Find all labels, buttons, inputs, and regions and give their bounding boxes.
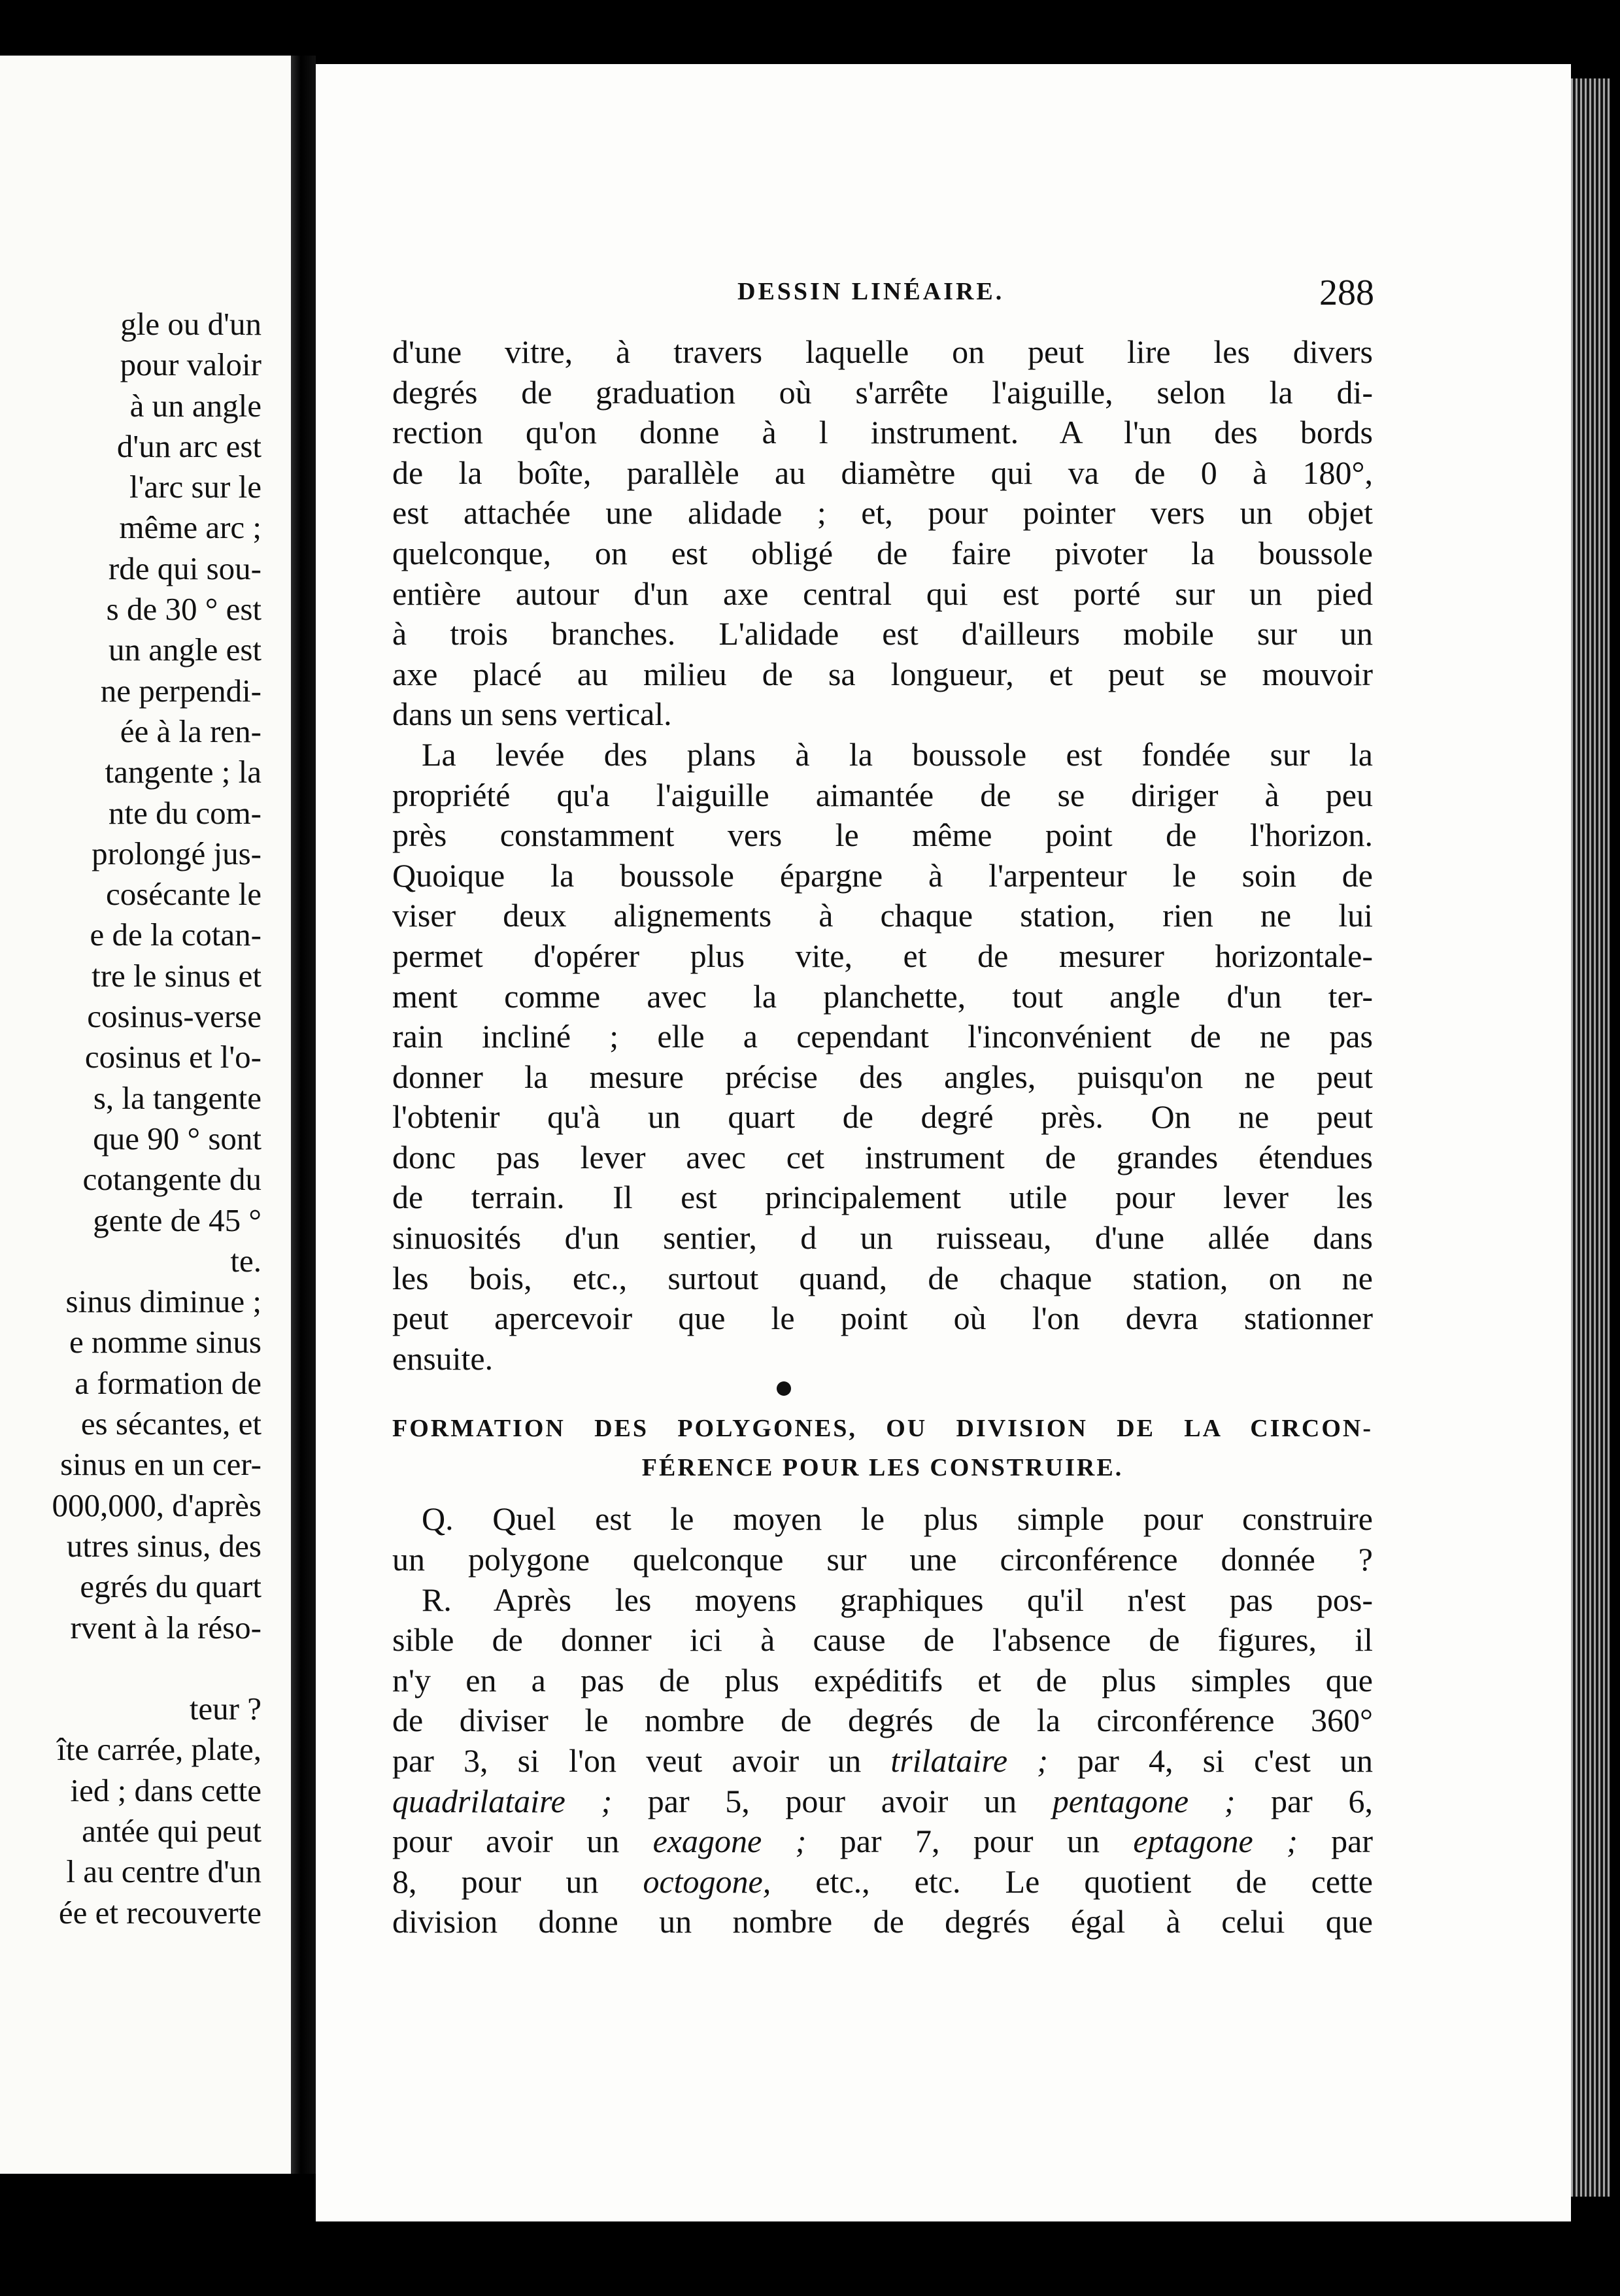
text-line: de la boîte, parallèle au diamètre qui va de 0 à 180°,	[392, 454, 1373, 491]
left-text-line: cotangente du	[82, 1161, 262, 1198]
paragraph-compass-survey	[392, 735, 1373, 1379]
text-run: par	[1297, 1823, 1373, 1860]
section-heading-line2: FÉRENCE POUR LES CONSTRUIRE.	[641, 1454, 1124, 1482]
left-text-line: 000,000, d'après	[52, 1487, 262, 1523]
text-line: est attachée une alidade ; et, pour pointer vers un objet	[392, 494, 1373, 532]
left-text-line: e de la cotan-	[90, 917, 262, 953]
text-line: l'obtenir qu'à un quart de degré près. On ne peut	[392, 1098, 1373, 1136]
text-line: La levée des plans à la boussole est fondée sur la	[422, 735, 1373, 773]
text-line	[392, 1862, 1373, 1902]
paragraph-compass-description	[392, 332, 1373, 735]
left-text-line: egrés du quart	[80, 1568, 262, 1605]
left-text-line: antée qui peut	[82, 1812, 262, 1849]
left-text-line: rde qui sou-	[108, 550, 262, 586]
text-line	[392, 1741, 1373, 1781]
left-text-line: sinus diminue ;	[65, 1283, 262, 1320]
left-text-line: a formation de	[75, 1364, 262, 1401]
left-page-text	[0, 304, 262, 1933]
text-line: de diviser le nombre de degrés de la circonférence 360°	[392, 1702, 1373, 1739]
text-line	[392, 1821, 1373, 1862]
left-text-line: tangente ; la	[105, 754, 262, 790]
text-line: de terrain. Il est principalement utile pour lever les	[392, 1179, 1373, 1216]
text-line: quelconque, on est obligé de faire pivoter la boussole	[392, 534, 1373, 571]
text-line: axe placé au milieu de sa longueur, et peut se mouvoir	[392, 655, 1373, 692]
left-text-line: pour valoir	[120, 346, 262, 383]
left-text-line: s, la tangente	[93, 1079, 262, 1116]
left-text-line: es sécantes, et	[80, 1406, 262, 1442]
page-edges	[1571, 78, 1610, 2197]
text-line: entière autour d'un axe central qui est porté sur un pied	[392, 575, 1373, 612]
left-text-line: l'arc sur le	[129, 469, 262, 505]
ink-dot	[392, 1379, 1373, 1409]
text-line: un polygone quelconque sur une circonférence donnée ?	[392, 1541, 1373, 1578]
section-heading-line1: FORMATION DES POLYGONES, OU DIVISION DE LA CIRCON-	[392, 1415, 1373, 1443]
left-facing-page	[0, 56, 291, 2174]
italic-term: quadrilataire ;	[392, 1782, 613, 1819]
text-run: par 3, si l'on veut avoir un	[392, 1742, 891, 1779]
answer-paragraph	[392, 1580, 1373, 1942]
question-paragraph	[392, 1499, 1373, 1579]
text-line: R. Après les moyens graphiques qu'il n'est pas pos-	[422, 1581, 1373, 1618]
left-text-line: cosinus-verse	[87, 998, 262, 1035]
italic-term: exagone ;	[652, 1823, 807, 1860]
text-run: par 6,	[1235, 1782, 1373, 1819]
left-text-line: d'un arc est	[116, 428, 262, 464]
text-line: à trois branches. L'alidade est d'ailleurs mobile sur un	[392, 615, 1373, 652]
text-line	[392, 1781, 1373, 1822]
left-text-line: teur ?	[189, 1691, 262, 1727]
text-line: les bois, etc., surtout quand, de chaque station, on ne	[392, 1259, 1373, 1296]
left-text-line: rvent à la réso-	[70, 1609, 262, 1646]
left-text-line: l au centre d'un	[66, 1853, 262, 1890]
page-header	[316, 272, 1571, 331]
left-text-line: cosécante le	[105, 876, 262, 913]
text-line: près constamment vers le même point de l'horizon.	[392, 817, 1373, 854]
left-text-line	[0, 1648, 262, 1689]
left-text-line: utres sinus, des	[66, 1527, 262, 1564]
left-text-line: e nomme sinus	[69, 1324, 262, 1360]
text-line: ment comme avec la planchette, tout angle d'un ter-	[392, 977, 1373, 1015]
left-text-line: gle ou d'un	[120, 306, 262, 342]
text-line: n'y en a pas de plus expéditifs et de plus simples que	[392, 1661, 1373, 1698]
main-page	[316, 64, 1571, 2221]
italic-term: eptagone ;	[1133, 1823, 1298, 1860]
left-text-line: gente de 45 °	[93, 1202, 262, 1238]
text-line: rection qu'on donne à l instrument. A l'un des bords	[392, 414, 1373, 451]
text-line: division donne un nombre de degrés égal à celui que	[392, 1903, 1373, 1940]
italic-term: octogone,	[643, 1863, 771, 1900]
text-line: donc pas lever avec cet instrument de grandes étendues	[392, 1138, 1373, 1175]
book-gutter	[291, 56, 316, 2174]
left-text-line: prolongé jus-	[92, 835, 262, 871]
left-text-line: nte du com-	[108, 794, 262, 831]
text-line: peut apercevoir que le point où l'on devra stationner	[392, 1300, 1373, 1337]
left-text-line: ied ; dans cette	[70, 1772, 262, 1808]
left-text-line: s de 30 ° est	[106, 591, 262, 628]
left-text-line: îte carrée, plate,	[57, 1731, 262, 1768]
text-run: par 7, pour un	[806, 1823, 1134, 1860]
left-text-line: ée à la ren-	[120, 713, 262, 749]
text-run: 8, pour un	[392, 1863, 643, 1900]
text-line: sible de donner ici à cause de l'absence de figures, il	[392, 1621, 1373, 1659]
text-line: viser deux alignements à chaque station, rien ne lui	[392, 897, 1373, 934]
italic-term: trilataire ;	[890, 1742, 1048, 1779]
left-text-line: à un angle	[129, 387, 262, 424]
text-line: sinuosités d'un sentier, d un ruisseau, d'une allée dans	[392, 1219, 1373, 1257]
left-text-line: un angle est	[108, 632, 262, 668]
left-text-line: ne perpendi-	[100, 672, 262, 709]
text-line: rain incliné ; elle a cependant l'inconvénient de ne pas	[392, 1018, 1373, 1055]
text-line: Q. Quel est le moyen le plus simple pour construire	[422, 1500, 1373, 1538]
text-line: donner la mesure précise des angles, puisqu'on ne peut	[392, 1058, 1373, 1095]
page-number: 288	[1319, 273, 1374, 313]
left-text-line: que 90 ° sont	[93, 1120, 262, 1156]
text-run: par 5, pour avoir un	[612, 1782, 1053, 1819]
text-line: dans un sens vertical.	[392, 696, 672, 733]
text-line: d'une vitre, à travers laquelle on peut lire les divers	[392, 333, 1373, 370]
running-title: DESSIN LINÉAIRE.	[737, 278, 1005, 305]
text-line: ensuite.	[392, 1340, 494, 1377]
left-text-line: tre le sinus et	[92, 957, 262, 994]
left-text-line: cosinus et l'o-	[84, 1039, 262, 1075]
left-text-line: sinus en un cer-	[60, 1446, 262, 1483]
left-text-line: ée et recouverte	[58, 1894, 262, 1931]
left-text-line: même arc ;	[119, 509, 262, 546]
italic-term: pentagone ;	[1052, 1782, 1236, 1819]
text-line: degrés de graduation où s'arrête l'aiguille, selon la di-	[392, 373, 1373, 411]
text-run: pour avoir un	[392, 1823, 653, 1860]
text-line: propriété qu'a l'aiguille aimantée de se diriger à peu	[392, 776, 1373, 813]
text-run: etc., etc. Le quotient de cette	[771, 1863, 1373, 1900]
text-line: Quoique la boussole épargne à l'arpenteur le soin de	[392, 856, 1373, 894]
text-line: permet d'opérer plus vite, et de mesurer horizontale-	[392, 937, 1373, 974]
left-text-line: te.	[230, 1242, 262, 1279]
text-run: par 4, si c'est un	[1047, 1742, 1373, 1779]
page-body	[392, 332, 1373, 1942]
